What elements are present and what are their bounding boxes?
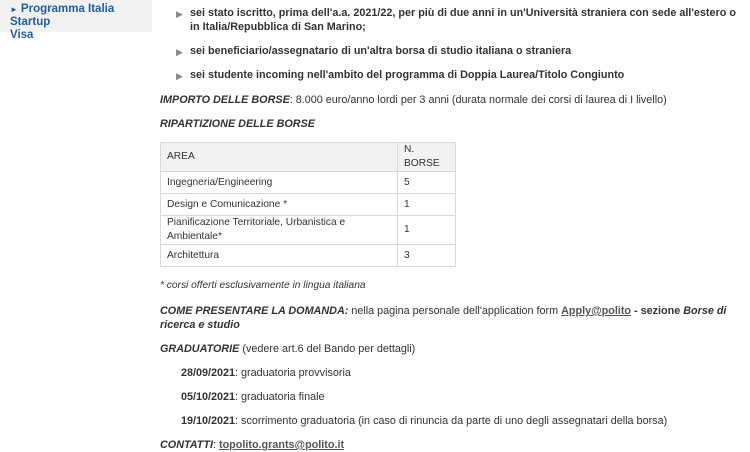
table-cell: Pianificazione Territoriale, Urbanistica e Ambientale* [161, 216, 398, 245]
domanda-paragraph: COME PRESENTARE LA DOMANDA: nella pagina personale dell'application form Apply@polito - sezione Borse di ricerca e studio [160, 305, 727, 331]
main-content [160, 0, 744, 452]
table-header-n-borse: N. BORSE [398, 143, 456, 172]
table-footnote: * corsi offerti esclusivamente in lingua italiana [160, 280, 366, 291]
ripartizione-heading: RIPARTIZIONE DELLE BORSE [160, 118, 315, 130]
table-row [161, 216, 456, 245]
table-header-area: AREA [161, 143, 398, 172]
list-item: ▶ sei studente incoming nell'ambito del programma di Doppia Laurea/Titolo Congiunto [176, 69, 625, 81]
graduatorie-paragraph: GRADUATORIE (vedere art.6 del Bando per dettagli) [160, 343, 416, 355]
table-cell: Architettura [161, 245, 398, 267]
sidebar [0, 0, 152, 41]
list-item: ▶ sei beneficiario/assegnatario di un'altra borsa di studio italiana o straniera [176, 45, 572, 57]
list-item: ▶ sei stato iscritto, prima dell'a.a. 2021/22, per più di due anni in un'Università straniera con sede all'estero o in Italia/Repubblica di San Marino; [176, 7, 736, 33]
table-header-row [161, 143, 456, 172]
table-cell: 1 [398, 194, 456, 216]
table-row [161, 172, 456, 194]
requirements-list [176, 6, 744, 82]
contatti-paragraph: CONTATTI: topolito.grants@polito.it [160, 439, 345, 451]
bullet-triangle-icon: ▶ [176, 9, 183, 19]
table-row [161, 194, 456, 216]
bullet-triangle-icon: ▶ [176, 47, 183, 57]
table-cell: Design e Comunicazione * [161, 194, 398, 216]
table-cell: 1 [398, 216, 456, 245]
importo-paragraph: IMPORTO DELLE BORSE: 8.000 euro/anno lordi per 3 anni (durata normale dei corsi di laurea di I livello) [160, 94, 667, 106]
graduatoria-item: 05/10/2021: graduatoria finale [181, 391, 325, 403]
graduatoria-item: 19/10/2021: scorrimento graduatoria (in caso di rinuncia da parte di uno degli assegnatari della borsa) [181, 415, 668, 427]
table-cell: 3 [398, 245, 456, 267]
apply-polito-link[interactable]: Apply@polito [561, 305, 632, 317]
sidebar-link-italia-startup-visa[interactable]: ► Programma Italia Startup Visa [10, 3, 115, 41]
borse-table [160, 142, 456, 267]
contact-email-link[interactable]: topolito.grants@polito.it [218, 439, 345, 451]
bullet-triangle-icon: ▶ [176, 71, 183, 81]
table-cell: Ingegneria/Engineering [161, 172, 398, 194]
table-cell: 5 [398, 172, 456, 194]
triangle-right-icon: ► [10, 5, 18, 14]
graduatoria-item: 28/09/2021: graduatoria provvisoria [181, 367, 351, 379]
table-row [161, 245, 456, 267]
